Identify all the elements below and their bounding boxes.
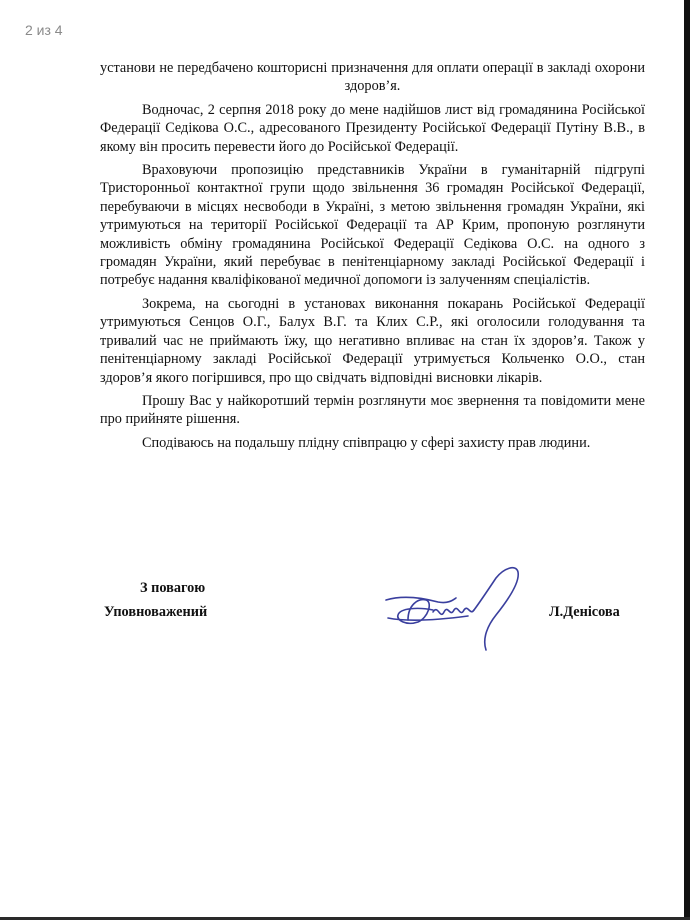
paragraph-6: Сподіваюсь на подальшу плідну співпрацю у сфері захисту прав людини. (142, 434, 591, 451)
signatory-name: Л.Денісова (549, 604, 620, 620)
right-edge-shadow (684, 0, 690, 920)
handwritten-signature (378, 560, 528, 660)
closing-regards: З повагою (140, 580, 206, 596)
letter-body (100, 59, 645, 457)
page-counter: 2 из 4 (25, 22, 63, 38)
signatory-title: Уповноважений (104, 604, 208, 620)
paragraph-2: Водночас, 2 серпня 2018 року до мене надійшов лист від громадянина Російської Федерації Седікова О.С., адресованого Президенту Російської Федерації Путіну В.В., в якому він просить перевести його до Російської Федерації. (100, 101, 645, 155)
paragraph-4: Зокрема, на сьогодні в установах виконання покарань Російської Федерації утримуються Сенцов О.Г., Балух В.Г. та Клих С.Р., які оголосили голодування та тривалий час не приймають їжу, що негативно впливає на стан їх здоров’я. Також у пенітенціарному закладі Російської Федерації утримується Кольченко О.О., стан здоров’я якого погіршився, про що свідчать відповідні висновки лікарів. (100, 295, 645, 386)
paragraph-3: Враховуючи пропозицію представників України в гуманітарній підгрупі Тристоронньої контактної групи щодо звільнення 36 громадян Російської Федерації, перебуваючи в місцях несвободи в Україні, з метою звільнення громадян України, які утримуються на території Російської Федерації та АР Крим, пропоную розглянути можливість обміну громадянина Російської Федерації Седікова О.С. на одного з громадян України, який перебуває в пенітенціарному закладі Російської Федерації і потребує надання кваліфікованої медичної допомоги із залученням спеціалістів. (100, 162, 645, 289)
paragraph-5: Прошу Вас у найкоротший термін розглянути моє звернення та повідомити мене про прийняте рішення. (100, 392, 645, 428)
paragraph-1: установи не передбачено кошторисні призначення для оплати операції в закладі охорони здоров’я. (100, 60, 645, 95)
